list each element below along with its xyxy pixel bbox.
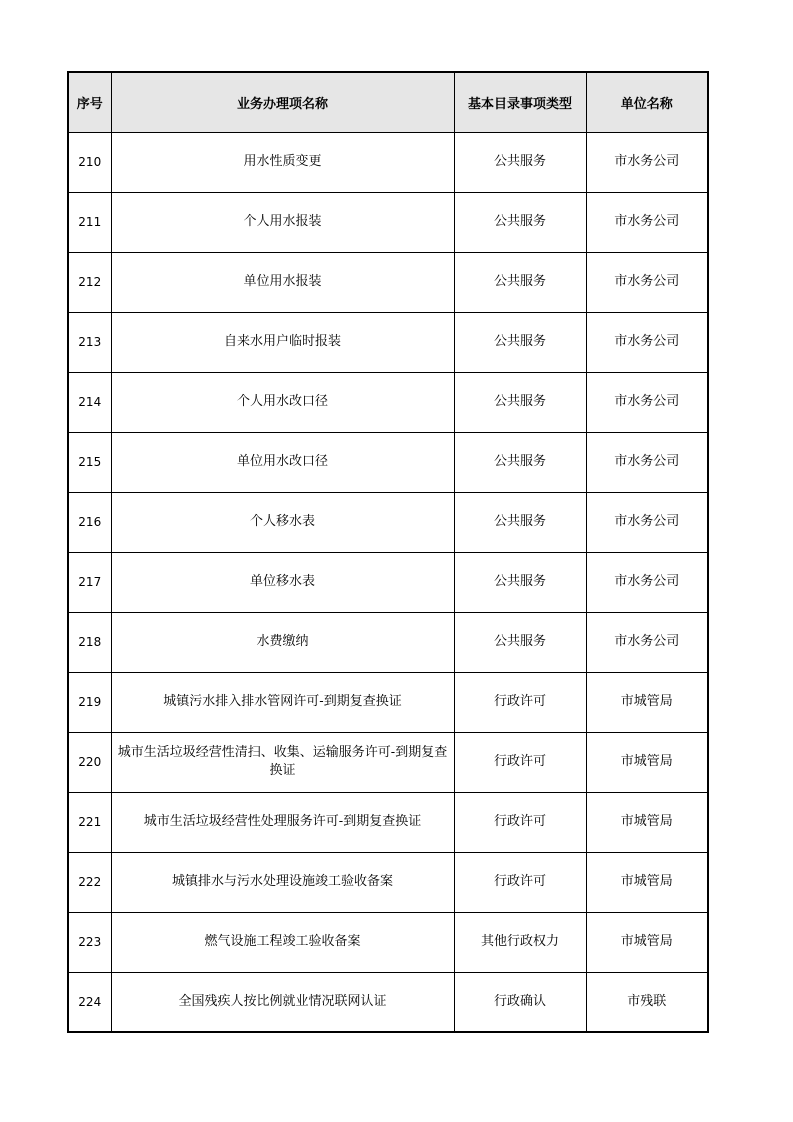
row-item-type: 公共服务 xyxy=(454,312,586,372)
row-item-type: 公共服务 xyxy=(454,432,586,492)
service-items-table xyxy=(67,71,709,1033)
row-serial-number: 211 xyxy=(68,192,111,252)
row-item-name: 单位移水表 xyxy=(111,552,454,612)
row-item-name: 个人用水改口径 xyxy=(111,372,454,432)
row-serial-number: 216 xyxy=(68,492,111,552)
table-row xyxy=(68,552,708,612)
header-item-type: 基本目录事项类型 xyxy=(454,72,586,132)
row-item-type: 行政许可 xyxy=(454,732,586,792)
row-serial-number: 214 xyxy=(68,372,111,432)
table-row xyxy=(68,972,708,1032)
row-unit-name: 市水务公司 xyxy=(586,492,708,552)
row-item-type: 公共服务 xyxy=(454,372,586,432)
table-row xyxy=(68,132,708,192)
row-unit-name: 市水务公司 xyxy=(586,372,708,432)
row-item-type: 行政许可 xyxy=(454,672,586,732)
row-serial-number: 215 xyxy=(68,432,111,492)
row-unit-name: 市水务公司 xyxy=(586,432,708,492)
table-row xyxy=(68,492,708,552)
row-serial-number: 224 xyxy=(68,972,111,1032)
row-serial-number: 212 xyxy=(68,252,111,312)
row-unit-name: 市城管局 xyxy=(586,912,708,972)
row-unit-name: 市水务公司 xyxy=(586,192,708,252)
row-item-name: 自来水用户临时报装 xyxy=(111,312,454,372)
row-serial-number: 218 xyxy=(68,612,111,672)
row-unit-name: 市水务公司 xyxy=(586,552,708,612)
row-item-name: 单位用水报装 xyxy=(111,252,454,312)
row-item-name: 单位用水改口径 xyxy=(111,432,454,492)
table-body xyxy=(68,132,708,1032)
table-row xyxy=(68,312,708,372)
row-item-type: 公共服务 xyxy=(454,612,586,672)
row-item-name: 用水性质变更 xyxy=(111,132,454,192)
row-serial-number: 217 xyxy=(68,552,111,612)
header-unit-name: 单位名称 xyxy=(586,72,708,132)
row-unit-name: 市城管局 xyxy=(586,852,708,912)
table-row xyxy=(68,252,708,312)
row-item-name: 燃气设施工程竣工验收备案 xyxy=(111,912,454,972)
header-item-name: 业务办理项名称 xyxy=(111,72,454,132)
row-unit-name: 市残联 xyxy=(586,972,708,1032)
table-row xyxy=(68,432,708,492)
row-item-type: 其他行政权力 xyxy=(454,912,586,972)
row-serial-number: 213 xyxy=(68,312,111,372)
table-row xyxy=(68,372,708,432)
row-item-name: 城镇污水排入排水管网许可-到期复查换证 xyxy=(111,672,454,732)
row-item-name: 水费缴纳 xyxy=(111,612,454,672)
table-header-row xyxy=(68,72,708,132)
row-item-type: 公共服务 xyxy=(454,552,586,612)
row-item-name: 城市生活垃圾经营性处理服务许可-到期复查换证 xyxy=(111,792,454,852)
row-item-name: 城市生活垃圾经营性清扫、收集、运输服务许可-到期复查换证 xyxy=(111,732,454,792)
row-item-type: 公共服务 xyxy=(454,192,586,252)
row-unit-name: 市水务公司 xyxy=(586,252,708,312)
header-serial-number: 序号 xyxy=(68,72,111,132)
row-item-type: 公共服务 xyxy=(454,492,586,552)
row-serial-number: 210 xyxy=(68,132,111,192)
row-unit-name: 市城管局 xyxy=(586,792,708,852)
table-row xyxy=(68,792,708,852)
row-serial-number: 223 xyxy=(68,912,111,972)
table-row xyxy=(68,852,708,912)
row-item-name: 个人移水表 xyxy=(111,492,454,552)
table-row xyxy=(68,732,708,792)
table-row xyxy=(68,912,708,972)
row-item-type: 行政确认 xyxy=(454,972,586,1032)
row-unit-name: 市水务公司 xyxy=(586,312,708,372)
table-row xyxy=(68,192,708,252)
row-item-type: 公共服务 xyxy=(454,132,586,192)
row-serial-number: 220 xyxy=(68,732,111,792)
row-serial-number: 221 xyxy=(68,792,111,852)
table-row xyxy=(68,612,708,672)
row-item-name: 全国残疾人按比例就业情况联网认证 xyxy=(111,972,454,1032)
row-item-type: 行政许可 xyxy=(454,792,586,852)
row-unit-name: 市城管局 xyxy=(586,732,708,792)
row-unit-name: 市水务公司 xyxy=(586,132,708,192)
row-serial-number: 219 xyxy=(68,672,111,732)
row-serial-number: 222 xyxy=(68,852,111,912)
row-unit-name: 市水务公司 xyxy=(586,612,708,672)
table-row xyxy=(68,672,708,732)
row-item-type: 行政许可 xyxy=(454,852,586,912)
row-item-name: 个人用水报装 xyxy=(111,192,454,252)
row-item-name: 城镇排水与污水处理设施竣工验收备案 xyxy=(111,852,454,912)
row-unit-name: 市城管局 xyxy=(586,672,708,732)
row-item-type: 公共服务 xyxy=(454,252,586,312)
